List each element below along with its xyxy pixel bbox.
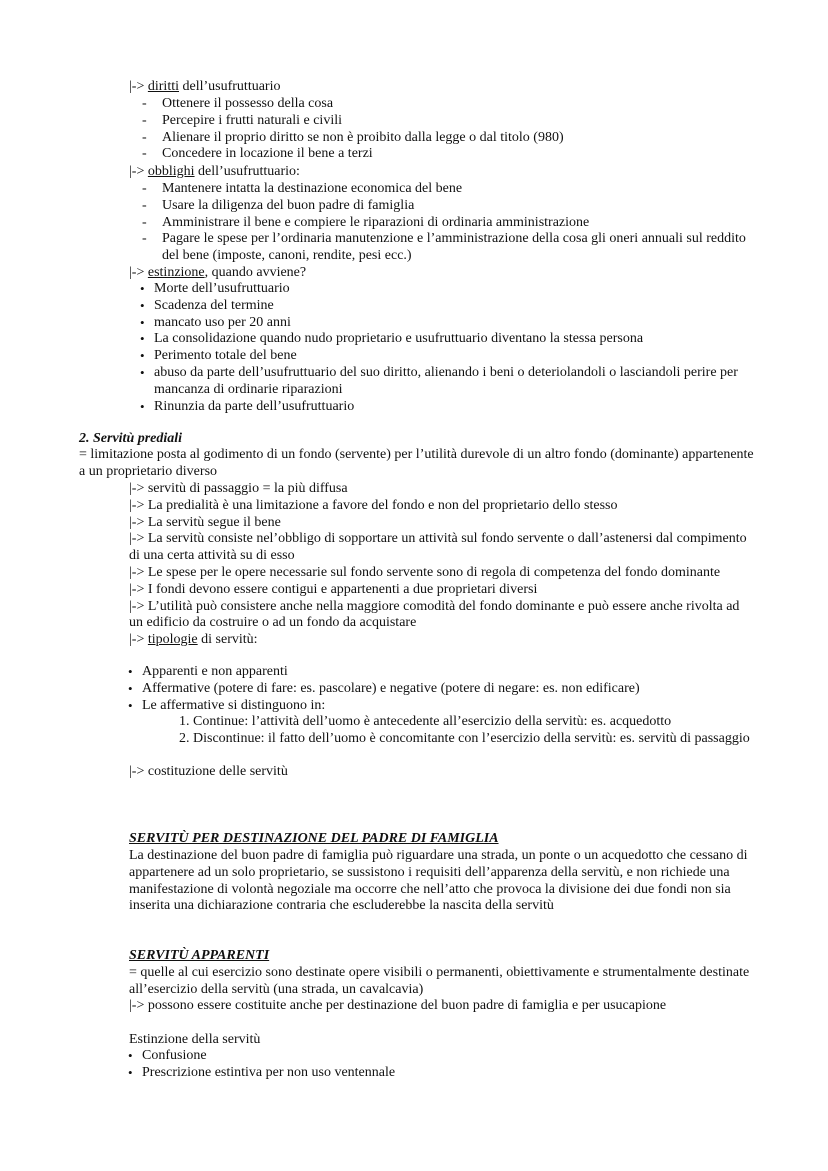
diritti-heading	[129, 79, 280, 96]
apparenti-heading: SERVITÙ APPARENTI	[129, 948, 270, 963]
estinzione-list	[140, 281, 744, 415]
list-item: - Mantenere intatta la destinazione economica del bene	[142, 181, 463, 196]
point: |-> L’utilità può consistere anche nella maggiore comodità del fondo dominante e può essere anche rivolta ad un edificio da costruire o ad un fondo da acquistare	[129, 598, 740, 631]
arrow-prefix: |->	[129, 79, 148, 94]
list-item: • abuso da parte dell’usufruttuario del suo diritto, alienando i beni o deteriolandoli o lasciandoli perire per mancanza di ordinarie riparazioni	[140, 364, 738, 397]
list-item: - Usare la diligenza del buon padre di famiglia	[142, 197, 415, 213]
list-item: • Morte dell’usufruttuario	[140, 281, 290, 296]
destinazione-text: La destinazione del buon padre di famiglia può riguardare una strada, un ponte o un acquedotto che cessano di appartenere ad un solo proprietario, se sussistono i requisiti dell’apparenza della servitù, e non richiede una manifestazione di volontà negoziale ma occorre che nell’atto che provoca la divisione dei due fondi non sia inserita una dichiarazione contraria che escluderebbe la nascita della servitù	[129, 848, 748, 914]
servitu-prediali-definition: = limitazione posta al godimento di un fondo (servente) per l’utilità durevole di un altro fondo (dominante) appartenente a un proprietario diverso	[79, 447, 754, 479]
list-item: - Pagare le spese per l’ordinaria manutenzione e l’amministrazione della cosa gli oneri annuali sul reddito del bene (imposte, canoni, rendite, pesi ecc.)	[142, 231, 746, 264]
estinzione-servitu-list	[128, 1048, 642, 1082]
point: |-> La servitù consiste nel’obbligo di sopportare un attività sul fondo servente o dall’astenersi dal compimento di una certa attività su di esso	[129, 531, 747, 564]
servitu-points	[129, 481, 749, 649]
list-item: - Alienare il proprio diritto se non è proibito dalla legge o dal titolo (980)	[142, 129, 564, 145]
estinzione-heading: |-> estinzione, quando avviene?	[129, 265, 307, 280]
estinzione-servitu-title: Estinzione della servitù	[129, 1032, 261, 1047]
servitu-prediali-heading: 2. Servitù prediali	[79, 431, 183, 446]
destinazione-heading: SERVITÙ PER DESTINAZIONE DEL PADRE DI FAMIGLIA	[129, 831, 499, 846]
apparenti-definition: = quelle al cui esercizio sono destinate opere visibili o permanenti, obiettivamente e strumentalmente destinate all’esercizio della servitù (una strada, un cavalcavia)	[129, 965, 750, 997]
point: |-> La predialità è una limitazione a favore del fondo e non del proprietario dello stesso	[129, 497, 618, 513]
point: |-> La servitù segue il bene	[129, 514, 281, 530]
tipologie-heading: |-> tipologie di servitù:	[129, 632, 258, 648]
point: |-> servitù di passaggio = la più diffusa	[129, 481, 348, 496]
obblighi-list	[142, 181, 752, 265]
diritti-keyword: diritti	[147, 79, 179, 94]
list-item: - Percepire i frutti naturali e civili	[142, 112, 342, 128]
tipologie-keyword: tipologie	[147, 632, 198, 648]
obblighi-keyword: obblighi	[147, 164, 195, 179]
sub-item: 2. Discontinue: il fatto dell’uomo è concomitante con l’esercizio della servitù: es. servitù di passaggio	[179, 730, 750, 746]
costituzione-line: |-> costituzione delle servitù	[129, 764, 288, 779]
list-item: - Ottenere il possesso della cosa	[142, 96, 334, 111]
list-item: • Confusione	[128, 1048, 207, 1063]
list-item: • Apparenti e non apparenti	[128, 664, 288, 679]
sub-item: 1. Continue: l’attività dell’uomo è antecedente all’esercizio della servitù: es. acquedotto	[179, 714, 672, 729]
diritti-list	[142, 96, 782, 163]
tipologie-list	[128, 664, 762, 714]
diritti-rest: dell’usufruttuario	[179, 79, 281, 94]
list-item: • La consolidazione quando nudo proprietario e usufruttuario diventano la stessa persona	[140, 331, 644, 347]
point: |-> Le spese per le opere necessarie sul fondo servente sono di regola di competenza del fondo dominante	[129, 564, 721, 580]
list-item: • Perimento totale del bene	[140, 348, 297, 364]
list-item: • Rinunzia da parte dell’usufruttuario	[140, 398, 355, 414]
apparenti-note: |-> possono essere costituite anche per destinazione del buon padre di famiglia e per usucapione	[129, 998, 667, 1013]
tipologie-subitems	[179, 714, 751, 748]
list-item: • Prescrizione estintiva per non uso ventennale	[128, 1064, 396, 1080]
list-item: - Amministrare il bene e compiere le riparazioni di ordinaria amministrazione	[142, 214, 590, 230]
list-item: - Concedere in locazione il bene a terzi	[142, 146, 373, 162]
list-item: • Le affermative si distinguono in:	[128, 697, 326, 713]
list-item: • mancato uso per 20 anni	[140, 314, 291, 330]
point: |-> I fondi devono essere contigui e appartenenti a due proprietari diversi	[129, 581, 538, 597]
list-item: • Affermative (potere di fare: es. pascolare) e negative (potere di negare: es. non edificare)	[128, 680, 640, 696]
obblighi-heading: |-> obblighi dell’usufruttuario:	[129, 164, 300, 179]
list-item: • Scadenza del termine	[140, 297, 274, 313]
estinzione-keyword: estinzione	[147, 265, 205, 280]
